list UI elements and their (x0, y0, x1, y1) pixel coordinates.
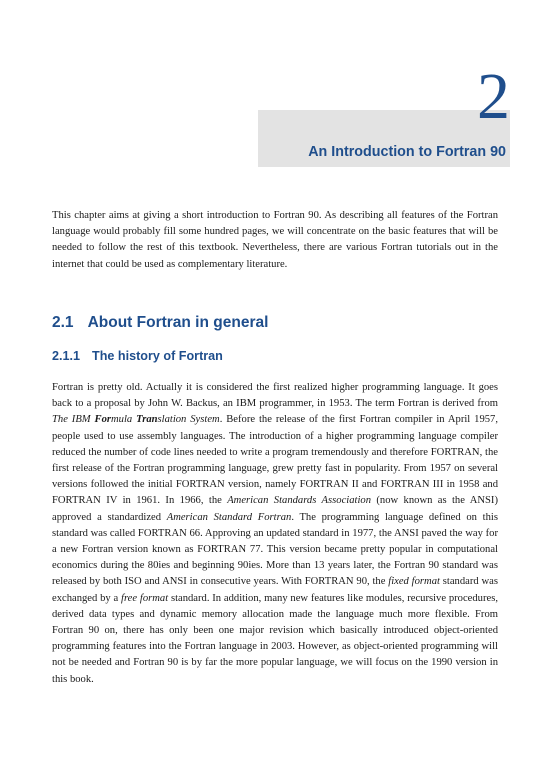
text-run: (now known as the ANSI) approved a standardized (52, 495, 498, 523)
section-number: 2.1 (52, 314, 74, 331)
text-run: standard. In addition, many new features like modules, recursive procedures, derived data types and dynamic memory allocation made the language much more flexible. From Fortran 90 on, there has only been one major revision which basically introduced object-oriented programming features into the Fortran language in 2003. However, as object-oriented programming will not be needed and Fortran 90 is by far the more popular language, we will focus on the 1990 version in this book. (52, 592, 498, 685)
text-run: free format (121, 592, 169, 604)
text-run: fixed format (388, 576, 440, 588)
text-run: . Before the release of the first Fortran compiler in April 1957, people used to use assembly languages. The introduction of a higher programming language compiler reduced the number of code lines needed to write a program tremendously and therefore FORTRAN, the first release of the Fortran programming language, grew pretty fast in popularity. From 1957 on several versions followed the initial FORTRAN version, namely FORTRAN II and FORTRAN III in 1958 and FORTRAN IV in 1961. In 1966, the (52, 414, 498, 507)
subsection-number: 2.1.1 (52, 349, 81, 363)
subsection-title: The history of Fortran (92, 349, 223, 363)
term-origin (52, 414, 220, 425)
text-run: American Standard Fortran (166, 511, 292, 523)
intro-paragraph: This chapter aims at giving a short introduction to Fortran 90. As describing all features of the Fortran language would probably fill some hundred pages, we will concentrate on the basic features that will be needed to follow the rest of this textbook. Nevertheless, there are various Fortran tutorials out in the internet that could be used as complementary literature. (52, 210, 498, 270)
text-run: The IBM (52, 414, 95, 426)
text-run: slation System (157, 414, 220, 426)
chapter-title: An Introduction to Fortran 90 (308, 144, 506, 160)
text-run: Tran (136, 414, 158, 426)
subsection-heading (52, 349, 223, 363)
history-paragraph (52, 380, 498, 688)
text-run: mula (111, 414, 137, 426)
text-run: For (94, 414, 112, 426)
text-run: standard was exchanged by a (52, 576, 498, 604)
chapter-number: 2 (477, 60, 510, 133)
section-heading (52, 314, 268, 332)
text-run: . The programming language defined on this standard was called FORTRAN 66. Approving an updated standard in 1977, the ANSI paved the way for a new Fortran version known as FORTRAN 77. This version became pretty popular in computational economics during the 80ies and beginning 90ies. More than 13 years later, the Fortran 90 standard was released by both ISO and ANSI in consecutive years. With FORTRAN 90, the (52, 511, 498, 588)
section-title: About Fortran in general (87, 314, 269, 331)
text-run: Fortran is pretty old. Actually it is considered the first realized higher programming language. It goes back to a proposal by John W. Backus, an IBM programmer, in 1953. The term Fortran is derived from (52, 382, 498, 410)
text-run: American Standards Association (227, 495, 371, 507)
